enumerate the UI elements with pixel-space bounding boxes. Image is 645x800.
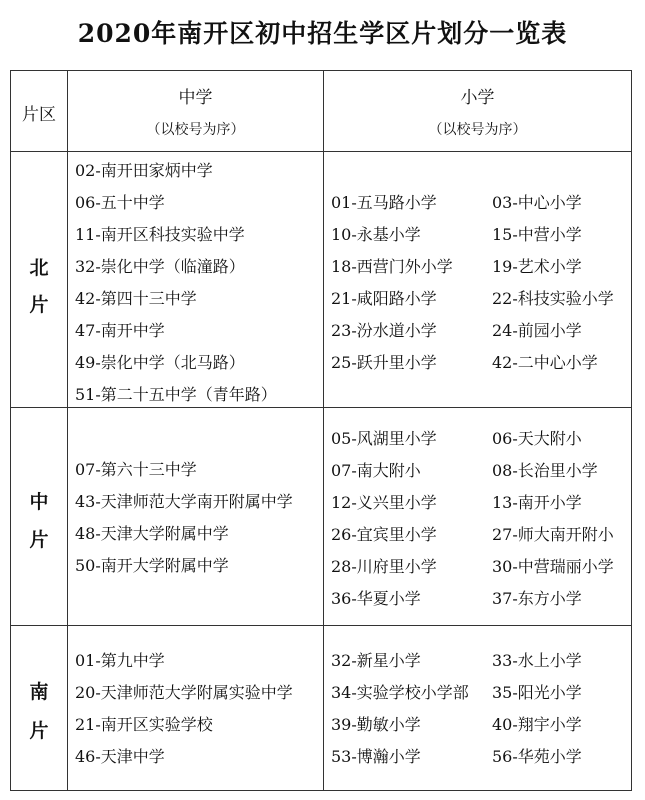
list-item: 06-天大附小 — [492, 429, 582, 448]
list-item: 32-崇化中学（临潼路） — [75, 257, 245, 276]
list-item: 07-南大附小 — [331, 461, 421, 480]
district-table — [10, 70, 632, 791]
region-south-char1: 南 — [29, 681, 49, 703]
list-item: 03-中心小学 — [492, 193, 582, 212]
list-item: 32-新星小学 — [331, 651, 421, 670]
column-divider-middle — [323, 71, 324, 790]
list-item: 53-博瀚小学 — [331, 747, 421, 766]
list-item: 49-崇化中学（北马路） — [75, 353, 245, 372]
list-item: 10-永基小学 — [331, 225, 421, 244]
header-middle-school-note: （以校号为序） — [146, 122, 245, 138]
list-item: 43-天津师范大学南开附属中学 — [75, 492, 293, 511]
list-item: 48-天津大学附属中学 — [75, 524, 229, 543]
list-item: 18-西营门外小学 — [331, 257, 453, 276]
list-item: 08-长治里小学 — [492, 461, 598, 480]
header-primary-school-note: （以校号为序） — [428, 122, 527, 138]
region-north-char1: 北 — [29, 257, 49, 279]
list-item: 28-川府里小学 — [331, 557, 437, 576]
region-north-char2: 片 — [29, 294, 49, 316]
list-item: 42-第四十三中学 — [75, 289, 197, 308]
region-middle-char1: 中 — [29, 491, 49, 513]
list-item: 42-二中心小学 — [492, 353, 598, 372]
list-item: 20-天津师范大学附属实验中学 — [75, 683, 293, 702]
column-divider-region — [67, 71, 68, 790]
list-item: 50-南开大学附属中学 — [75, 556, 229, 575]
region-middle-char2: 片 — [29, 529, 49, 551]
list-item: 02-南开田家炳中学 — [75, 161, 213, 180]
header-region: 片区 — [22, 105, 56, 125]
row-divider-middle — [11, 625, 631, 626]
list-item: 39-勤敏小学 — [331, 715, 421, 734]
list-item: 23-汾水道小学 — [331, 321, 437, 340]
list-item: 35-阳光小学 — [492, 683, 582, 702]
list-item: 40-翔宇小学 — [492, 715, 582, 734]
list-item: 01-第九中学 — [75, 651, 165, 670]
list-item: 46-天津中学 — [75, 747, 165, 766]
row-divider-north — [11, 407, 631, 408]
list-item: 06-五十中学 — [75, 193, 165, 212]
list-item: 12-义兴里小学 — [331, 493, 437, 512]
list-item: 34-实验学校小学部 — [331, 683, 469, 702]
list-item: 21-咸阳路小学 — [331, 289, 437, 308]
list-item: 56-华苑小学 — [492, 747, 582, 766]
list-item: 07-第六十三中学 — [75, 460, 197, 479]
list-item: 11-南开区科技实验中学 — [75, 225, 245, 244]
list-item: 51-第二十五中学（青年路） — [75, 385, 277, 404]
list-item: 33-水上小学 — [492, 651, 582, 670]
list-item: 36-华夏小学 — [331, 589, 421, 608]
list-item: 47-南开中学 — [75, 321, 165, 340]
list-item: 19-艺术小学 — [492, 257, 582, 276]
list-item: 01-五马路小学 — [331, 193, 437, 212]
list-item: 15-中营小学 — [492, 225, 582, 244]
page-title: 2020年南开区初中招生学区片划分一览表 — [77, 19, 568, 48]
list-item: 25-跃升里小学 — [331, 353, 437, 372]
header-primary-school: 小学 — [460, 88, 495, 108]
list-item: 22-科技实验小学 — [492, 289, 614, 308]
list-item: 26-宜宾里小学 — [331, 525, 437, 544]
header-middle-school: 中学 — [178, 88, 213, 108]
list-item: 21-南开区实验学校 — [75, 715, 213, 734]
header-divider — [11, 151, 631, 152]
list-item: 30-中营瑞丽小学 — [492, 557, 614, 576]
region-south-char2: 片 — [29, 720, 49, 742]
list-item: 37-东方小学 — [492, 589, 582, 608]
list-item: 24-前园小学 — [492, 321, 582, 340]
list-item: 13-南开小学 — [492, 493, 582, 512]
list-item: 27-师大南开附小 — [492, 525, 614, 544]
list-item: 05-风湖里小学 — [331, 429, 437, 448]
